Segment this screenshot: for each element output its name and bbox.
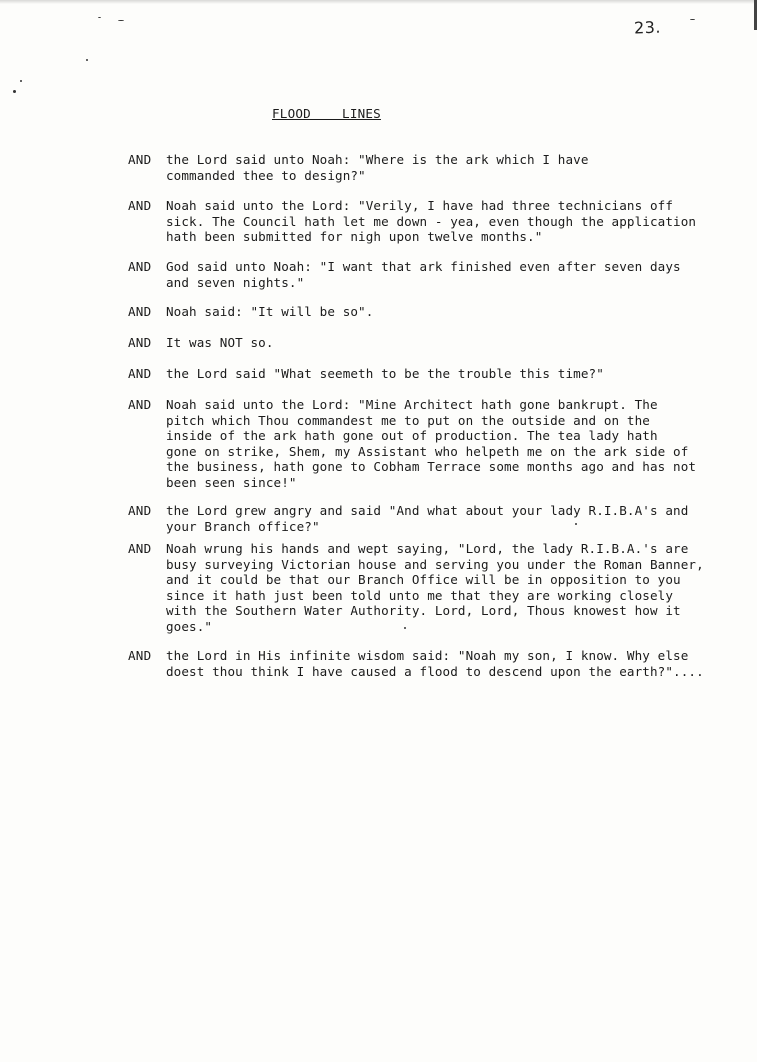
page-number: 23.: [633, 17, 662, 38]
paragraph-text: the Lord said unto Noah: "Where is the ark which I have commanded thee to design?": [166, 152, 589, 183]
document-title: FLOOD LINES: [272, 106, 381, 121]
paragraph-lead: AND: [128, 152, 152, 167]
paragraph-text: Noah wrung his hands and wept saying, "Lord, the lady R.I.B.A.'s are busy surveying Victorian house and serving you under the Roman Banner, and it could be that our Branch Office will be in opposition to you since it hath just been told unto me that they are working closely with the Southern Water Authority. Lord, Lord, Thous knowest how it goes.": [166, 541, 704, 634]
paragraph-lead: AND: [128, 335, 152, 350]
paragraph-text: the Lord grew angry and said "And what about your lady R.I.B.A's and your Branch office?": [166, 503, 689, 534]
paragraph-text: the Lord said "What seemeth to be the trouble this time?": [166, 366, 604, 381]
scan-speck: [118, 20, 124, 21]
paragraph-lead: AND: [128, 259, 152, 274]
paragraph-lead: AND: [128, 541, 152, 556]
paragraph-text: Noah said unto the Lord: "Mine Architect hath gone bankrupt. The pitch which Thou commandest me to put on the outside and on the inside of the ark hath gone out of production. The tea lady hath gone on strike, Shem, my Assistant who helpeth me on the ark side of the business, hath gone to Cobham Terrace some months ago and has not been seen since!": [166, 397, 697, 490]
paragraph-lead: AND: [128, 397, 152, 412]
paragraph-lead: AND: [128, 648, 152, 663]
scan-speck: [86, 59, 88, 61]
scan-speck: [98, 17, 101, 18]
scan-edge: [0, 0, 757, 4]
paragraph-lead: AND: [128, 503, 152, 518]
paragraph-text: Noah said unto the Lord: "Verily, I have had three technicians off sick. The Council hath let me down - yea, even though the application hath been submitted for nigh upon twelve months.": [166, 198, 697, 244]
paragraph-text: the Lord in His infinite wisdom said: "Noah my son, I know. Why else doest thou think I have caused a flood to descend upon the earth?"....: [166, 648, 704, 679]
paragraph-text: Noah said: "It will be so".: [166, 304, 374, 319]
paragraph-lead: AND: [128, 198, 152, 213]
paragraph-lead: AND: [128, 366, 152, 381]
scan-speck: [690, 19, 695, 20]
scan-speck: [20, 80, 22, 82]
paragraph-text: God said unto Noah: "I want that ark finished even after seven days and seven nights.": [166, 259, 681, 290]
scan-speck: [13, 90, 16, 93]
paragraph-lead: AND: [128, 304, 152, 319]
paragraph-text: It was NOT so.: [166, 335, 274, 350]
